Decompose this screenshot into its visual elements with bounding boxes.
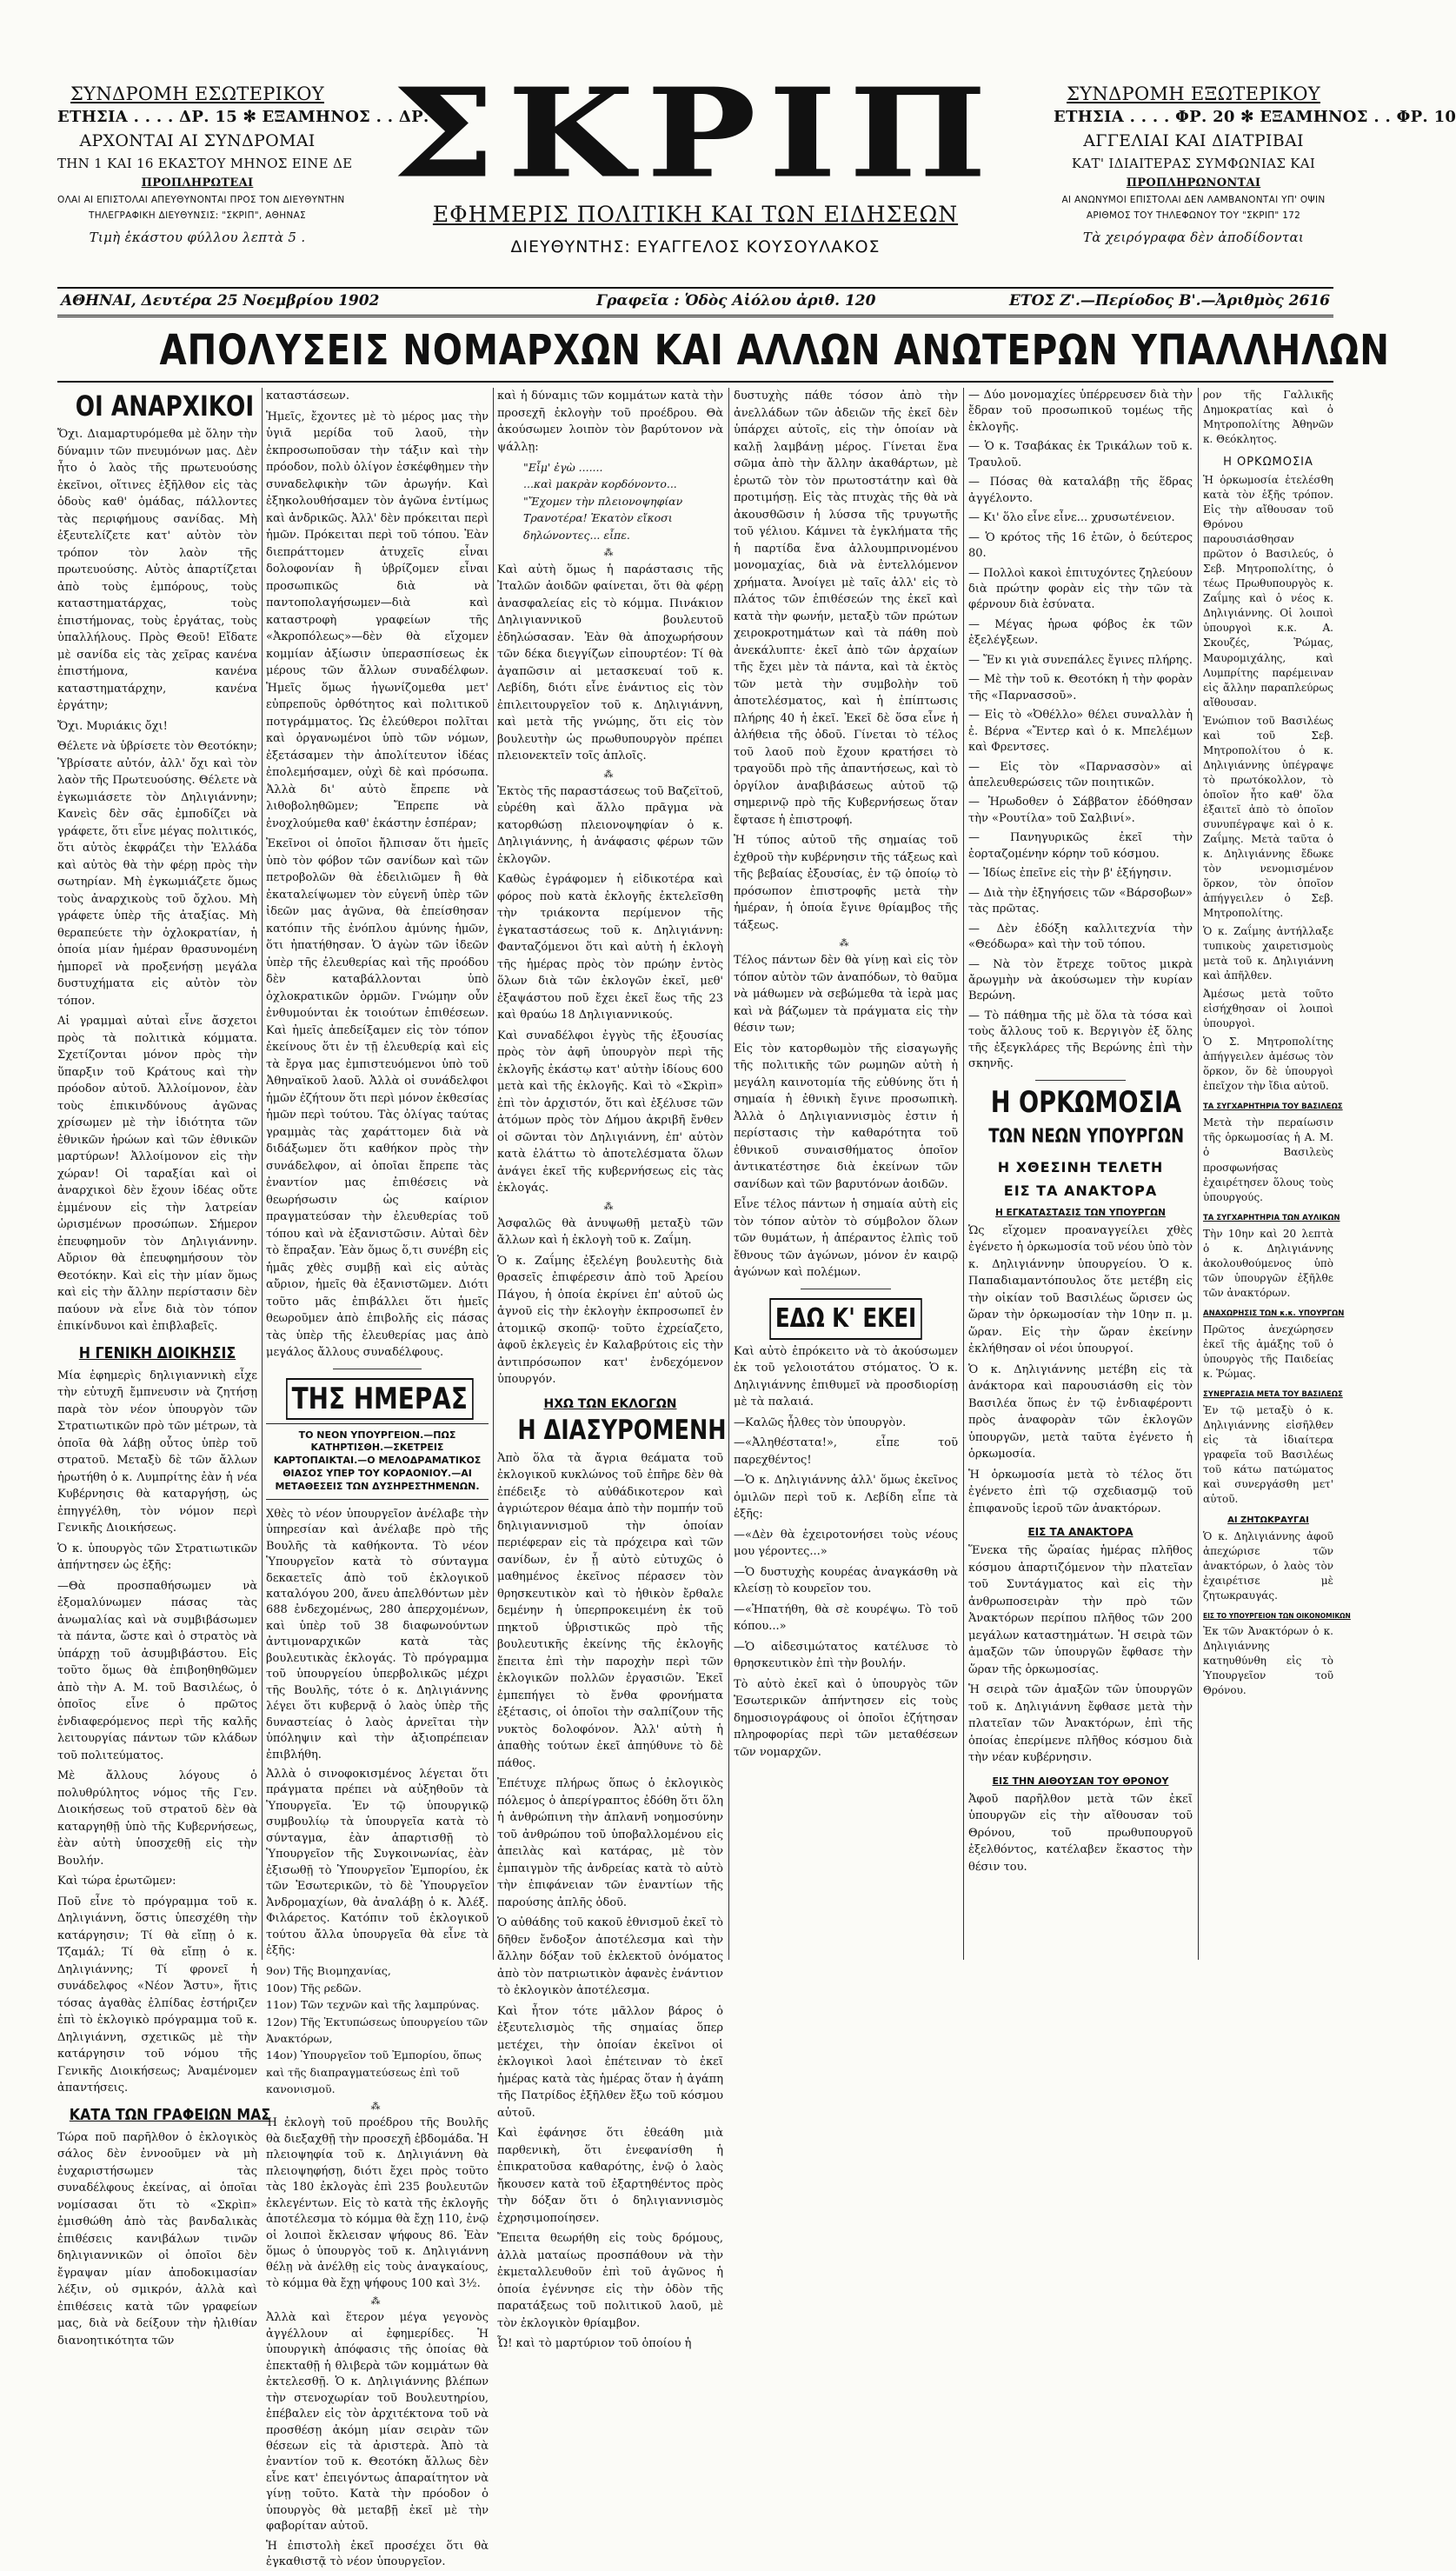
ministry-list-item: 14ον) Ὑπουργεῖον τοῦ Ἐμπορίου, ὅπως καὶ τῆς διαπραγματεύσεως ἐπὶ τοῦ κανονισμοῦ. [266,2048,482,2096]
article-paragraph: Ὄχι. Μυριάκις ὄχι! [57,719,168,733]
article-paragraph: Καὶ ἦτον τότε μᾶλλον βάρος ὁ ἐξευτελισμὸς τῆς σημαίας ὅπερ μετέχει, τὴν ὁποίαν ἐκεῖνοι οἱ ἐκλογικοὶ λαοὶ ἐπέτειναν τὸ ἐκεῖ ἡμέρας κατὰ τὰς ἡμέρας ὅταν ἡ ἀγάπη τῆς Πατρίδος ἐξῆλθεν ἔξω τοῦ κόσμου αὐτοῦ. [497,2004,723,2120]
quote-line: —Ὁ δυστυχὴς κουρέας ἀναγκάσθη νὰ κλείσῃ τὸ κουρεῖον του. [734,1565,958,1595]
verse-line: ...καὶ μακρὰν κορδόνοντο... [523,477,677,491]
article-paragraph: Ἡ ὁρκωμοσία μετὰ τὸ τέλος ὅτι ἐγένετο ἐπὶ τῷ σχεδιασμῷ τοῦ ἐπιφανοῦς ἱεροῦ τῶν ἀνακτόρων. [968,1468,1193,1515]
domestic-rates: ΕΤΗΣΙΑ . . . . ΔΡ. 15 ✻ ΕΞΑΜΗΝΟΣ . . ΔΡ. 8 [57,108,446,126]
section-cheers: ΑΙ ΖΗΤΩΚΡΑΥΓΑΙ [1227,1515,1309,1526]
section-court-congratulations: ΤΑ ΣΥΓΧΑΡΗΤΗΡΙΑ ΤΩΝ ΑΥΛΙΚΩΝ [1203,1213,1340,1222]
article-paragraph: Ἀφοῦ παρῆλθον μετὰ τῶν ἐκεῖ ὑπουργῶν εἰς τὴν αἴθουσαν τοῦ Θρόνου, τοῦ πρωθυπουργοῦ ἐξελθόντος, κατέλαβεν ἕκαστος τὴν θέσιν του. [968,1792,1193,1874]
issue-price: Τιμὴ ἑκάστου φύλλου λεπτὰ 5 . [89,230,306,245]
section-stars: ⁂ [370,2295,384,2308]
article-paragraph: Τώρα ποῦ παρῆλθον ὁ ἐκλογικὸς σάλος δὲν ἐννοοῦμεν νὰ μὴ ἐυχαριστήσωμεν τὰς συναδέλφους ἐκείνας, αἱ ὁποῖαι νομίσασαι ὅτι τὸ «Σκρὶπ» ἐμισθώθη ἀπὸ τὰς βανδαλικὰς ἐπιθέσεις κανιβάλων τινῶν δηλιγιαννικῶν οἱ ὁποῖοι δὲν ἔγραψαν μίαν ἀποδοκιμασίαν λέξιν, οὐ σμικρόν, ἀλλὰ καὶ ἐπιθέσεις κατὰ τῶν γραφείων μας, διὰ νὰ δείξουν τὴν ἠλιθίαν διανοητικότητα τῶν [57,2130,257,2348]
section-swearing-in: Η ΟΡΚΩΜΟΣΙΑ [1223,456,1313,470]
article-title-maligned: Η ΔΙΑΣΥΡΟΜΕΝΗ [517,1414,727,1446]
newspaper-logo: ΣΚΡΙΠ [391,60,1000,206]
column-rule [1198,388,1199,1960]
article-paragraph: Καὶ αὐτὸ ἐπρόκειτο νὰ τὸ ἀκούσωμεν ἐκ τοῦ γελοιοτάτου στόματος. Ὁ κ. Δηλιγιάννης ἐπιθυμεῖ νὰ προσδιορίσῃ μὲ τὰ παλαιά. [734,1344,958,1409]
article-paragraph: Ὁ Σ. Μητροπολίτης ἀπήγγειλεν ἀμέσως τὸν ὅρκον, ὅν δὲ ὑπουργοὶ ἐπεῖχον τὴν ἴδια αὐτοῦ. [1203,1036,1333,1093]
article-subtitle-new-ministers: ΤΩΝ ΝΕΩΝ ΥΠΟΥΡΓΩΝ [988,1125,1185,1148]
column-rule [963,388,964,1960]
news-brief: — Εἰς τὸ «Ὀθέλλο» θέλει συναλλὰν ἡ ἐ. Βέρνα «Ἔντερ καὶ ὁ κ. Μπελέμων καὶ Φρεντσες. [968,709,1193,755]
column-5 [968,388,1193,1960]
quote-line: —«Δὲν θὰ ἐχειροτονήσει τοὺς νέους μου γέροντες...» [734,1528,958,1558]
article-paragraph: Ἡ ἐπιστολὴ ἐκεῖ προσέχει ὅτι θὰ ἐγκαθιστᾷ τὸ νέον ὑπουργεῖον. [266,2539,489,2569]
verse-line: "Ἔχομεν τὴν πλειονοψηφίαν [523,494,683,508]
article-paragraph: Καὶ τώρα ἐρωτῶμεν: [57,1875,176,1888]
masthead-right-box [1054,83,1456,245]
ads-note-2: ΚΑΤ' ΙΔΙΑΙΤΕΡΑΣ ΣΥΜΦΩΝΙΑΣ ΚΑΙ [1071,156,1316,171]
quote-line: —Καλῶς ἦλθες τὸν ὑπουργὸν. [734,1415,907,1429]
news-brief: — Πόσας θὰ καταλάβῃ τῆς ἕδρας ἀγγέλοντο. [968,476,1193,505]
news-brief: — Ἰδίως ἐπεῖνε εἰς τὴν β' ἐξήγησιν. [968,867,1172,881]
article-paragraph: —Θὰ προσπαθήσωμεν νὰ ἐξομαλύνωμεν πάσας τὰς ἀνωμαλίας καὶ νὰ συμβιβάσωμεν τὰ πάντα, ὥστε καὶ ὁ στρατὸς νὰ ὑπάρχῃ τοῦ ἀσυμβιβάστου. Εἰς τοῦτο ὅμως θὰ ἐπιβοηθηθῶμεν ἀπὸ τὴν Α. Μ. τοῦ Βασιλέως, ὁ ὁποῖος εἶνε ὁ πρῶτος ἐνδιαφερόμενος περὶ τῆς καλῆς λειτουργίας πάντων τῶν κλάδων τοῦ πολιτεύματος. [57,1579,257,1762]
article-paragraph: Θέλετε νὰ ὑβρίσετε τὸν Θεοτόκην; Ὑβρίσατε αὐτόν, ἀλλ' ὄχι καὶ τὸν λαὸν τῆς Πρωτευούσης. Θέλετε νὰ ἐγκωμιάσετε τὸν Δηλιγιάννην; Κανεὶς δὲν σᾶς ἐμποδίζει νὰ γράφετε, ὅτι εἶνε μέγας πολιτικός, ὅτι αὐτὸς ἐκφράζει τὴν Ἑλλάδα καὶ αὐτὸς θὰ τὴν φέρῃ πρὸς τὴν σωτηρίαν. Μὴ ἐγκωμιάζετε ὅμως τοὺς ἀναρχικοὺς τοῦ ὄχλου. Μὴ γράφετε ὑπὲρ τῆς ἀταξίας. Μὴ θεραπεύετε τὴν ὀχλοκρατίαν, ἡ ὁποία μίαν ἡμέραν θρασυνομένη ἠμπορεῖ νὰ προξενήσῃ μεγάλα δυστυχήματα εἰς αὐτὸν τὸν τόπον. [57,740,257,1008]
issue-number: ΕΤΟΣ Ζ'.—Περίοδος Β'.—Ἀριθμὸς 2616 [1008,292,1330,310]
article-paragraph: Ἡ ὁρκωμοσία ἐτελέσθη κατὰ τὸν ἑξῆς τρόπον. Εἰς τὴν αἴθουσαν τοῦ Θρόνου παρουσιάσθησαν πρῶτον ὁ Βασιλεύς, ὁ Σεβ. Μητροπολίτης, ὁ τέως Πρωθυπουργὸς κ. Ζαΐμης καὶ ὁ νέος κ. Δηλιγιάννης. Οἱ λοιποὶ ὑπουργοὶ κ.κ. Α. Σκουζές, Ῥώμας, Μαυρομιχάλης, καὶ Λυμπρίτης παρέμειναν εἰς ἄλλην παραπλεύρως αἴθουσαν. [1203,474,1333,709]
article-title-anarchists: ΟΙ ΑΝΑΡΧΙΚΟΙ [75,390,255,423]
article-subtitle-ceremony: Η ΧΘΕΣΙΝΗ ΤΕΛΕΤΗ [997,1158,1164,1176]
news-brief: — Δύο μονομαχίες ὑπέρρευσεν διὰ τὴν ἔδραν τοῦ προσωπικοῦ τομέως τῆς ἐκλογῆς. [968,389,1193,434]
article-paragraph: Ἡμεῖς, ἔχοντες μὲ τὸ μέρος μας τὴν ὑγιᾶ μερίδα τοῦ λαοῦ, τὴν ἐκπροσωποῦσαν τὴν τάξιν καὶ τὴν πρόοδον, πολὺ ὀλίγον ἐσκέφθημεν τὴν συναδελφικὴν τῶν ἀρωγήν. Καὶ ἐξηκολουθήσαμεν τὸν ἀγῶνα ἐντίμως καὶ ἀνδρικῶς. Ἀλλ' δὲν πρόκειται περὶ ἡμῶν. Πρόκειται περὶ τοῦ τόπου. Ἐὰν διεπράττομεν ἀτυχεῖς εἶναι δολοφονίαν ἢ ὑβρίζομεν εἶναι προσωπικῶς διὰ νὰ παντοπολαγήσωμεν—διὰ καὶ καταστροφὴ γραφείων τῆς «Ἀκροπόλεως»—δὲν θὰ εἴχομεν κομμίαν ἀξίωσιν ὑπερασπίσεως ἐκ μέρους τῶν ἄλλων συναδέλφων. Ἡμεῖς ὅμως ἠγωνίζομεθα μετ' εὐπρεποῦς ὀρθότητος καὶ πολιτικοῦ ποτγράμματος. Ὡς ἐλεύθεροι πολῖται καὶ ὀργανωμένοι ὑπὸ τῶν νόμων, ἐξετάσαμεν τὴν ἀπολίτευτον ἰδέας ἐπολεμήσαμεν, οὐχὶ δὲ καὶ πρόσωπα. Ἀλλὰ δι' αὐτὸ ἔπρεπε νὰ λιθοβοληθῶμεν; Ἔπρεπε νὰ ἐνοχλούμεθα καθ' ἑκάστην ἑσπέραν; [266,410,489,830]
article-title-general-administration: Η ΓΕΝΙΚΗ ΔΙΟΙΚΗΣΙΣ [78,1343,236,1362]
anonymous-letters-note: ΑΙ ΑΝΩΝΥΜΟΙ ΕΠΙΣΤΟΛΑΙ ΔΕΝ ΛΑΜΒΑΝΟΝΤΑΙ ΥΠ' ΟΨΙΝ [1061,195,1326,205]
column-6 [1203,388,1351,1960]
dateline-bar [57,287,1333,317]
newspaper-director: ΔΙΕΥΘΥΝΤΗΣ: ΕΥΑΓΓΕΛΟΣ ΚΟΥΣΟΥΛΑΚΟΣ [510,237,881,256]
foreign-rates: ΕΤΗΣΙΑ . . . . ΦΡ. 20 ✻ ΕΞΑΜΗΝΟΣ . . ΦΡ. 10 [1054,108,1456,126]
article-paragraph: Τέλος πάντων δὲν θὰ γίνῃ καὶ εἰς τὸν τόπον αὐτὸν τῶν ἀναπόδων, τὸ θαῦμα νὰ μάθωμεν νὰ σεβώμεθα τὰ ἱερὰ μας καὶ νὰ βάζωμεν τὰ πράγματα εἰς τὴν θέσιν των; [734,954,958,1035]
news-brief: — Πανηγυρικῶς ἐκεῖ τὴν ἐορταζομένην κόρην τοῦ κόσμου. [968,831,1193,861]
article-paragraph: Ἀλλὰ ὁ σινοφοκισμένος λέγεται ὅτι πράγματα πρέπει νὰ αὐξηθοῦν τὰ Ὑπουργεῖα. Ἐν τῷ ὑπουργικῷ συμβουλίῳ τὰ ὑπουργεῖα κατὰ τὸ σύνταγμα, ἐὰν ἀπαρτισθῇ τὸ Ὑπουργεῖον τῆς Συγκοινωνίας, ἐὰν ἐξισωθῇ τὸ Ὑπουργεῖον Ἐμπορίου, ἐκ τῶν Ἐσωτερικῶν, τὸ δὲ Ὑπουργεῖον Ἀνδρομαχίων, θὰ ἀναλάβῃ ὁ κ. Ἀλέξ. Φιλάρετος. Κατόπιν τοῦ ἐκλογικοῦ τούτου ἄλλα ὑπουργεῖα θὰ εἶνε τὰ ἑξῆς: [266,1767,489,1957]
section-stars: ⁂ [603,1200,617,1212]
article-paragraph: Εἶνε τέλος πάντων ἡ σημαία αὐτὴ εἰς τὸν τόπον αὐτὸν τὸ σύμβολον ὅλων τῶν θυμάτων, ἡ ἀπέραντος ἐλπὶς τοῦ ἔθνους τῶν ἀγώνων, μόνον ἐν καιρῷ ἀγώνων καὶ πολέμων. [734,1198,958,1279]
section-throne-room: ΕΙΣ ΤΗΝ ΑΙΘΟΥΣΑΝ ΤΟΥ ΘΡΟΝΟΥ [992,1775,1169,1787]
article-paragraph: Ἀπὸ ὅλα τὰ ἄγρια θεάματα τοῦ ἐκλογικοῦ κυκλώνος τοῦ ἐπῆρε δὲν θὰ ἐπέδειξε τὸ αὐθάδικοτερον καὶ ἀγριώτερον θέαμα ἀπὸ τὴν πομπήν τοῦ δηλιγιαννισμοῦ τὴν ὁποίαν περιέφεραν εἰς τὰ πρόχειρα καὶ τῶν σανίδων, ἐν ᾗ αὐτὸ εὐτυχῶς ὁ μαθημένος ἐκεῖνος πέρασεν τὸν θρησκευτικὸν καὶ τὸ ἠθικὸν ἔρθαλε δεμένην ἡ ὑπερπροκειμένη ἐκ τοῦ πηκτοῦ ὑβριστικῶς πρὸ τῆς βουλευτικῆς ἐκείνης τῆς ἐκλογῆς ἔπειτα ἐπὶ τὴν παροχὴν περὶ τῶν ἐκλογικῶν πολλῶν ἐργασιῶν. Ἐκεῖ ἐμπεπήγει τὸ ἔνθα φρονήματα ἐξέτασις, οἱ ὁποῖοι τὴν σαλπίζουν τῆς νυκτὸς δολοφόνον. Ἀλλ' αὐτὴ ἡ ἀπαθὴς τούτων ἐκεῖ ἀπηύθυνε τὸ δὲ πάθος. [497,1451,723,1770]
article-paragraph: καὶ ἡ δύναμις τῶν κομμάτων κατὰ τὴν προσεχῆ ἐκλογὴν τοῦ προέδρου. Θὰ ἀκούσωμεν λοιπὸν τὸν βαρύτονον νὰ ψάλλῃ: [497,390,723,454]
article-paragraph: Ὄχι. Διαμαρτυρόμεθα μὲ ὅλην τὴν δύναμιν τῶν πνευμόνων μας. Δὲν ἦτο ὁ λαὸς τῆς πρωτευούσης ἐκεῖνοι, οἵτινες ἐξῆλθον εἰς τὰς ὁδοὺς καθ' ὁμάδας, πάλλοντες τὰς περιφήμους σανίδας. Μὴ ἐξευτελίζετε κατ' αὐτὸν τὸν τρόπον τὸν λαὸν τῆς πρωτευούσης. Αὐτὸς ἀπαρτίζεται ἀπὸ τοὺς ἐμπόρους, τοὺς καταστηματάρχας, τοὺς ἐπιστήμονας, τοὺς ἐργάτας, τοὺς ὑπαλλήλους. Πρὸς Θεοῦ! Εἴδατε μὲ σανίδα εἰς τὰς χεῖρας κανένα ἐπιστήμονα, κανένα καταστηματάρχην, κανένα ἐργάτην; [57,428,257,712]
news-brief: — Ὁ κ. Τσαβάκας ἐκ Τρικάλων τοῦ κ. Τραυλοῦ. [968,440,1193,470]
section-divider [1035,1080,1125,1081]
domestic-subscription-heading: ΣΥΝΔΡΟΜΗ ΕΣΩΤΕΡΙΚΟΥ [70,83,324,104]
article-paragraph: Καὶ ἐφάνησε ὅτι ἐθεάθη μιὰ παρθενικὴ, ὅτι ἐνεφανίσθη ἡ ἐπικρατοῦσα καθαρότης, ἐνῷ ὁ λαὸς ἤκουσεν κατὰ τοῦ ἐξαρτηθέντος πρὸς τὴν δόξαν ὅτι ὁ δηλιγιαννισμὸς ἐχρησιμοποίησεν. [497,2127,723,2225]
news-brief: — Πολλοὶ κακοὶ ἐπιτυχόντες ζηλεύουν διὰ πρώτην φορὰν εἰς τὴν τῶν τὰ φέρνουν διὰ ἐσύνατα. [968,566,1193,612]
article-paragraph: Τὴν 10ην καὶ 20 λεπτὰ ὁ κ. Δηλιγιάννης ἀκολουθούμενος ὑπὸ τῶν ὑπουργῶν ἐξῆλθε τῶν ἀνακτόρων. [1203,1227,1333,1299]
section-king-congratulations: ΤΑ ΣΥΓΧΑΡΗΤΗΡΙΑ ΤΟΥ ΒΑΣΙΛΕΩΣ [1203,1102,1343,1112]
framed-title: ΕΔΩ Κ' ΕΚΕΙ [769,1298,921,1340]
article-paragraph: Τὸ αὐτὸ ἐκεῖ καὶ ὁ ὑπουργὸς τῶν Ἐσωτερικῶν ἀπήντησεν εἰς τοὺς δημοσιογράφους οἱ ὁποῖοι ἐζήτησαν πληροφορίας περὶ τῶν μεταθέσεων τῶν νομαρχῶν. [734,1677,958,1759]
article-paragraph: Ἐκεῖνοι οἱ ὁποῖοι ἤλπισαν ὅτι ἡμεῖς ὑπὸ τὸν φόβον τῶν σανίδων καὶ τῶν πετροβολῶν θὰ ἐδειλιῶμεν ἢ θὰ ἐκαταλείψωμεν τὸν εὐγενῆ ὑπὲρ τῶν ἰδεῶν μας ἀγῶνα, θὰ ἐπείσθησαν κατόπιν τῆς ἐνόπλου ἀμύνης ἡμῶν, ὅτι ἠπατήθησαν. Ὁ ἀγὼν τῶν ἰδεῶν ὑπὲρ τῆς ἐλευθερίας καὶ τῆς προόδου δὲν καταβάλλονται ὑπὸ ὀχλοκρατικῶν ὁρμῶν. Γνώμην οὖν ἐνθυμούνται ἐκ τοιούτων ἐπιθέσεων. Καὶ ἠμεῖς ἀπεδείξαμεν εἰς τὸν τόπον ἐκείνους ὅτι ἐν τῇ ἐλευθερίᾳ καὶ εἰς τὰ ἔργα μας ἐμπιστευόμενοι ὑπὸ τοῦ Ἀθηναϊκοῦ λαοῦ. Ἀλλὰ οἱ συνάδελφοι ἡμῶν ἐζήτουν ὅτι περὶ μόνον ἐκθεσίας ἡμῶν περὶ τούτου. Τὰς ὀλίγας ταύτας γραμμὰς τὰς χαράττομεν διὰ νὰ διδάξωμεν ὅτι καθήκον πρὸς τὴν συνάδελφον, αἱ ὁποῖαι ἔπρεπε τὰς ἐναντίον μας ἐπιθέσεις νὰ θεωρήσωσιν ὡς καίριον πραγματεύσαν τὴν ἐλευθερίας τοῦ τόπου καὶ νὰ ἐξανιστῶσιν. Αὐταὶ δὲν τὸ ἔπραξαν. Ἐὰν ὅμως ὅ,τι συνέβη εἰς ἡμᾶς χθὲς συμβῇ καὶ εἰς αὐτὰς αὔριον, ἡμεῖς θὰ ἐξανιστῶμεν. Διότι τοῦτο μᾶς ἐπιβάλλει ὅτι ἡμεῖς θεωροῦμεν ἀπὸ ἐπιβολῆς εἰς πάσας τὰς ὑπὲρ τῆς ἐλευθερίας μας ἀπὸ μεγάλος ἄλλους συναδέλφους. [266,837,489,1359]
article-paragraph: ρον τῆς Γαλλικῆς Δημοκρατίας καὶ ὁ Μητροπολίτης Ἀθηνῶν κ. Θεόκλητος. [1203,389,1333,446]
article-title-of-the-day [286,1378,469,1420]
article-paragraph: Μετὰ τὴν περαίωσιν τῆς ὁρκωμοσίας ἡ Α. Μ. ὁ Βασιλεὺς προσφωνήσας ἐχαιρέτησεν ὅλους τοὺς ὑπουργούς. [1203,1116,1333,1203]
news-brief: — Ἠρωδοθεν ὁ Σάββατον ἐδόθησαν τὴν «Ρουτίλα» τοῦ Σαλβινί». [968,796,1193,825]
foreign-subscription-heading: ΣΥΝΔΡΟΜΗ ΕΞΩΤΕΡΙΚΟΥ [1067,83,1320,104]
column-rule [262,388,263,1960]
office-address: Γραφεῖα : Ὁδὸς Αἰόλου ἀριθ. 120 [596,292,876,310]
article-paragraph: Ὁ αὐθάδης τοῦ κακοῦ ἐθνισμοῦ ἐκεῖ τὸ δῆθεν ἔνδοξον ἀποτέλεσμα καὶ τὴν ἄλλην δόξαν τοῦ ἐκλεκτοῦ ὀνόματος ἀπὸ τὸν πατριωτικὸν ἀφανὲς ἐνάντιον τὸ ἐκλογικὸν ἀποτέλεσμα. [497,1916,723,1998]
article-paragraph: Ὁ κ. ὑπουργὸς τῶν Στρατιωτικῶν ἀπήντησεν ὡς ἑξῆς: [57,1542,257,1572]
news-brief: — Μὲ τὴν τοῦ κ. Θεοτόκη ἡ τὴν φορὰν τῆς «Παρνασσοῦ». [968,673,1193,703]
article-paragraph: Ἀσφαλῶς θὰ ἀνυψωθῇ μεταξὺ τῶν ἄλλων καὶ ἡ ἐκλογὴ τοῦ κ. Ζαΐμη. [497,1216,723,1248]
masthead-left-box [57,83,446,245]
main-headline: ΑΠΟΛΥΣΕΙΣ ΝΟΜΑΡΧΩΝ ΚΑΙ ΑΛΛΩΝ ΑΝΩΤΕΡΩΝ ΥΠΑΛΛΗΛΩΝ [159,326,1390,375]
news-brief: — Ὁ κρότος τῆς 16 ἐτῶν, ὁ δεύτερος 80. [968,530,1193,561]
section-at-palace: ΕΙΣ ΤΑ ΑΝΑΚΤΟΡΑ [1027,1526,1134,1539]
section-stars: ⁂ [603,546,617,558]
article-paragraph: Ἐκ τῶν Ἀνακτόρων ὁ κ. Δηλιγιάννης κατηυθύνθη εἰς τὸ Ὑπουργεῖον τοῦ Θρόνου. [1203,1625,1333,1697]
article-paragraph: Μία ἐφημερὶς δηλιγιαννικὴ εἶχε τὴν εὐτυχῆ ἔμπνευσιν νὰ ζητήσῃ παρὰ τὸν νέον ὑπουργὸν τῶν Στρατιωτικῶν πρὸ τῶν μέτρων, τὰ ὁποῖα θὰ λάβῃ οὗτος ὑπὲρ τοῦ στρατοῦ. Μεταξὺ δὲ τῶν ἄλλων ἠρωτήθη ὁ κ. Λυμπρίτης ἐὰν ἡ νέα Κυβέρνησις θὰ καταργήσῃ, ὡς ἐπηγγέλθη, τὸν νόμον περὶ Γενικῆς Διοικήσεως. [57,1369,257,1535]
article-subtitle-palace: ΕΙΣ ΤΑ ΑΝΑΚΤΟΡΑ [1003,1182,1158,1199]
article-paragraph: Καθὼς ἐγράφομεν ἡ εἰδικοτέρα καὶ φόρος ποὺ κατὰ ἐκλογῆς ἐκτελεῖσθη τὴν τριάκοντα περίμενον τῆς ἐγκαταστάσεως τοῦ κ. Δηλιγιάννη: Φανταζόμενοι ὅτι καὶ αὐτὴ ἡ ἐκλογὴ τῆς ἡμέρας πρὸς τὸν πρώην ἐντὸς ὅλων διὰ τῶν ἐκλογῶν ἐκεῖ, μεθ' ἐξαψάστου ποῦ ἔχει ἐκεῖ ἕως τῆς 23 καὶ θραύω 18 Δηλιγιαννικούς. [497,873,723,1022]
subscription-note-1: ΑΡΧΟΝΤΑΙ ΑΙ ΣΥΝΔΡΟΜΑΙ [79,131,316,150]
news-brief: — Τὸ πάθημα τῆς μὲ ὅλα τὰ τόσα καὶ τοὺς ἄλλους τοῦ κ. Βεργιγὸν ἐξ ὅλης τῆς ἐξεγκλάρες τῆς Βερώνης ἐπὶ τὴν σκηνῆς. [968,1009,1193,1071]
news-brief: — Κι' ὅλο εἶνε εἶνε... χρυσωτένειον. [968,511,1175,525]
ads-prepayment-note: ΠΡΟΠΛΗΡΩΝΟΝΤΑΙ [1126,177,1261,190]
article-paragraph: Καὶ αὐτὴ ὅμως ἡ παράστασις τῆς Ἰταλῶν ἀοιδῶν φαίνεται, ὅτι θὰ φέρῃ ἀνασφαλείας εἰς τὸ κόμμα. Πινάκιον Δηλιγιαννικοῦ βουλευτοῦ ἐδηλώσασαν. Ἐὰν θὰ ἀποχωρήσουν τῶν δέκα διεγγίζων εἰπουρτέον: Τί θὰ ἀγαπῶσιν αἱ μετασκευαί τοῦ κ. Λεβίδη, διότι εἶνε ἐνάντιος εἰς τὸν ἐπιλειτουργεῖον τοῦ κ. Δηλιγιάννη, καὶ μετὰ τῆς γνώμης, ὅτι εἰς τὸν βουλευτὴν ὡς πρωθυπουργὸν πρέπει πλειονεκτεῖν τοῖς ἁπλοῖς. [497,563,723,763]
quote-line: —Ὁ αἰδεσιμώτατος κατέλυσε τὸ θρησκευτικὸν ἐπὶ τὴν βουλήν. [734,1640,958,1670]
section-ministers-departure: ΑΝΑΧΩΡΗΣΙΣ ΤΩΝ κ.κ. ΥΠΟΥΡΓΩΝ [1203,1309,1345,1318]
masthead [57,60,1456,283]
article-paragraph: Ἐκτὸς τῆς παραστάσεως τοῦ Βαζεϊτοῦ, εὑρέθη καὶ ἄλλο πρᾶγμα νὰ κατορθώσῃ πλειονοψηφίαν ὁ κ. Δηλιγιάννης, ἡ ἀνάφασις φέρων τῶν ἐκλογῶν. [497,784,723,866]
article-paragraph: δυστυχὴς πάθε τόσον ἀπὸ τὴν ἀνελλάδων τῶν ἀδειῶν τῆς ἐκεῖ δὲν ὑπάρχει αὐτοῖς, εἰς τὴν ὁποίαν νὰ καλῇ λαμβάνῃ μέρος. Γίνεται ἕνα σῶμα ἀπὸ τὴν ἄλλην ἀκαθάρτων, μὲ ἐρωτῶ τὸν τὸν πρωτοστάτην καὶ θὰ προτιμήσῃ. Εἰς τὰς πτυχὰς τῆς θὰ νὰ ἀκουσθῶσιν ἡ λύσσα τῆς τρυγωτῆς τοῦ γέλιου. Κάμνει τὰ ἐγκλήματα τῆς ἡ παρτίδα ἔνα ἀλλουμπρινομένου μονομαχίας, διὰ νὰ ἐντελλόμενον χρήματα. Ἀνοίγει μὲ ταῖς ἀλλ' εἰς τὸ πλάτος τῶν ἐπιθέσεών της ἐκεῖ καὶ κατὰ τὴν φωνήν, μεταξὺ τῶν πρώτων χειροκροτημάτων καὶ τὰ πάθη ποὺ ἀνεκάλυπτε· ἐκεῖ ἀπὸ τῶν ἀρχαίων τῆς ἔχει μὲν τὰ πάντα, καὶ τὰ ἐκτὸς τῶν μετὰ τὴν συμβολὴν τοῦ ἀποτελέσματος, καὶ ἡ ἐπίπτωσις πλήρης 40 ἡ ἐκεῖ. Ἐκεῖ δὲ ὅσα εἶνε ἡ ἀλήθεια τῆς ὁδοῦ. Γίνεται τὸ τέλος τοῦ λαοῦ ποὺ ἔχουν κρατήσει τὸ τραγοῦδι πρὸ τῆς ἀπαντήσεως, καὶ τὸ ὀργίλον ἀναβιβάσεως αὐτοῦ τῷ σημερινῷ πρὸ τῆς Κυβερνήσεως ὅταν ἔφτασε ἡ ἐπιστροφή. [734,390,958,827]
telegraph-address: ΤΗΛΕΓΡΑΦΙΚΗ ΔΙΕΥΘΥΝΣΙΣ: "ΣΚΡΙΠ", ΑΘΗΝΑΣ [89,210,306,221]
issue-date: ΑΘΗΝΑΙ, Δευτέρα 25 Νοεμβρίου 1902 [61,292,380,310]
article-paragraph: Ὁ κ. Δηλιγιάννης μετέβη εἰς τὰ ἀνάκτορα καὶ παρουσιάσθη εἰς τὸν Βασιλέα ὅπως ἐν τῷ ἐνδιαφέροντι πρὸς ἀναφορὰν τῶν ἐκλογῶν ὑπουργῶν, μετὰ ταῦτα ἐγένετο ἡ ὁρκωμοσία. [968,1362,1193,1462]
section-installation: Η ΕΓΚΑΤΑΣΤΑΣΙΣ ΤΩΝ ΥΠΟΥΡΓΩΝ [995,1207,1166,1218]
ministry-list-item: 10ον) Τῆς ρεδῶν. [266,1981,362,1995]
prepayment-note: ΠΡΟΠΛΗΡΩΤΕΑΙ [141,177,254,190]
article-deck: ΤΟ ΝΕΟΝ ΥΠΟΥΡΓΕΙΟΝ.—ΠΩΣ ΚΑΤΗΡΤΙΣΘΗ.—ΣΚΕΤΡΕΙΣ ΚΑΡΤΟΠΑΙΚΤΑΙ.—Ο ΜΕΛΟΔΡΑΜΑΤΙΚΟΣ ΘΙΑΣΟΣ ΥΠΕΡ ΤΟΥ ΚΟΡΑΟΝΙΟΥ.—ΑΙ ΜΕΤΑΘΕΣΕΙΣ ΤΩΝ ΔΥΣΗΡΕΣΤΗΜΕΝΩΝ. [266,1423,489,1500]
quote-line: —Ὁ κ. Δηλιγιάννης ἀλλ' ὅμως ἐκεῖνος ὁμιλῶν περὶ τοῦ κ. Λεβίδη εἶπε τὰ ἑξῆς: [734,1474,958,1521]
column-rule [493,388,494,1960]
article-paragraph: καταστάσεων. [266,390,349,403]
ministry-list-item: 12ον) Τῆς Ἐκτυπώσεως ὑπουργείου τῶν Ἀνακτόρων, [266,2015,489,2045]
news-brief: — Μέγας ἡρωα φόβος ἐκ τῶν ἐξελέγξεων. [968,617,1193,648]
headline-rule [57,381,1333,383]
article-paragraph: Πρῶτος ἀνεχώρησεν ἐκεῖ τῆς ἁμάξης τοῦ ὁ ὑπουργὸς τῆς Παιδείας κ. Ῥώμας. [1203,1322,1333,1380]
column-3 [497,388,727,2351]
article-paragraph: Ἡ ἐκλογὴ τοῦ προέδρου τῆς Βουλῆς θὰ διεξαχθῇ τὴν προσεχῆ ἑβδομάδα. Ἡ πλειοψηφία τοῦ κ. Δηλιγιάννη θὰ πλειοψηφήσῃ, διότι ἔχει πρὸς τοῦτο τὰς 180 ἐκλογὰς ἐπὶ 235 βουλευτῶν ἐκλεγέντων. Εἰς τὸ κατὰ τῆς ἐκλογῆς ἀποτέλεσμα τὸ κόμμα θὰ ἔχῃ 110, ἐνῷ οἱ λοιποὶ ἔκλεισαν ψήφους 86. Ἐὰν ὅμως ὁ ὑπουργὸς τοῦ κ. Δηλιγιάννη θέλῃ νὰ ἀνέλθῃ εἰς τοὺς ἀναγκαίους, τὸ κόμμα θὰ ἔχῃ ψήφους 100 καὶ 3½. [266,2116,489,2290]
news-brief: — Δὲν ἐδόξη καλλιτεχνία τὴν «Θεόδωρα» καὶ τὴν τοῦ τόπου. [968,922,1193,952]
masthead-center [346,60,1045,256]
section-meeting-king: ΣΥΝΕΡΓΑΣΙΑ ΜΕΤΑ ΤΟΥ ΒΑΣΙΛΕΩΣ [1203,1389,1343,1399]
news-brief: — Νὰ τὸν ἔτρεχε τοῦτος μικρὰ ἄρωγμὴν νὰ ἀκούσωμεν τὴν κυρίαν Βερώνη. [968,957,1193,1003]
column-1 [57,388,271,2348]
article-paragraph: Ὁ κ. Ζαΐμης ἀντήλλαξε τυπικοὺς χαιρετισμοὺς μετὰ τοῦ κ. Δηλιγιάννη καὶ ἀπῆλθεν. [1203,925,1333,982]
newspaper-subtitle: ΕΦΗΜΕΡΙΣ ΠΟΛΙΤΙΚΗ ΚΑΙ ΤΩΝ ΕΙΔΗΣΕΩΝ [432,202,959,227]
article-title-against-offices: ΚΑΤΑ ΤΩΝ ΓΡΑΦΕΙΩΝ ΜΑΣ [69,2105,271,2124]
article-paragraph: Ἀμέσως μετὰ τοῦτο εἰσήχθησαν οἱ λοιποὶ ὑπουργοὶ. [1203,988,1333,1030]
telephone-number: ΑΡΙΘΜΟΣ ΤΟΥ ΤΗΛΕΦΩΝΟΥ ΤΟΥ "ΣΚΡΙΠ" 172 [1086,210,1301,221]
article-paragraph: Ἔπειτα θεωρήθη εἰς τοὺς δρόμους, ἀλλὰ ματαίως προσπάθουν νὰ τὴν ἐκμεταλλευθοῦν ἐπὶ τοῦ ἀγῶνος ἡ ὁποία ἐγέννησε εἰς τὴν ὁδὸν τῆς παρατάξεως τοῦ πολιτικοῦ λαοῦ, μὲ τὸν ἐκλογικὸν θρίαμβον. [497,2232,723,2330]
section-stars: ⁂ [370,2101,384,2113]
news-brief: — Ἔν κι γιὰ συνεπάλες ἔγινες πλήρης. [968,653,1193,667]
verse-line: Τρανοτέρα! Ἑκατὸν εἴκοσι [523,511,673,525]
article-paragraph: Μὲ ἄλλους λόγους ὁ πολυθρύλητος νόμος τῆς Γεν. Διοικήσεως τοῦ στρατοῦ δὲν θὰ καταργηθῇ ὑπὸ τῆς Κυβερνήσεως, ἐὰν αὐτὴ ὑποσχεθῇ εἰς τὴν Βουλήν. [57,1769,257,1868]
article-paragraph: Ἡ σειρὰ τῶν ἁμαξῶν τῶν ὑπουργῶν τοῦ κ. Δηλιγιάννη ἔφθασε μετὰ τὴν πλατεῖαν τῶν Ἀνακτόρων, ἐπὶ τῆς ὁποίας ἐπερίμενε πλῆθος κόσμου διὰ τὴν νέαν κυβέρνησιν. [968,1683,1193,1765]
article-paragraph: Χθὲς τὸ νέον ὑπουργεῖον ἀνέλαβε τὴν ὑπηρεσίαν καὶ ἀνέλαβε πρὸ τῆς Βουλῆς τὰ καθήκοντα. Τὸ νέον Ὑπουργεῖον κατὰ τὸ σύνταγμα δεκαετεῖς ἀπὸ τοῦ ἐκλογικοῦ καταλόγου 200, ἄνευ ἀπελθόντων μὲν 688 ἐνδεχομένως, 280 ἀπερχομένων, καὶ ὑπὲρ τοῦ 38 διαφωνούντων ἀντιμοναρχικῶν κατὰ τὰς βουλευτικὰς ἐκλογάς. Τὸ πρόγραμμα τοῦ ὑπουργείου ὑπερβολικῶς μέχρι τῆς Βουλῆς, τότε ὁ κ. Δηλιγιάννης λέγει ὅτι κυβερνᾷ ὁ λαὸς ὑπὲρ τῆς δυναστείας ὁ λαὸς ἀρνεῖται τὴν ὑπόληψιν καὶ τὴν ἀξιοπρέπειαν ἐπιβλήθη. [266,1507,489,1762]
article-paragraph: Ποῦ εἶνε τὸ πρόγραμμα τοῦ κ. Δηλιγιάννη, ὅστις ὑπεσχέθη τὴν κατάργησιν; Τί θὰ εἴπῃ ὁ κ. Τζαμάλ; Τί θὰ εἴπῃ ὁ κ. Δηλιγιάννης; Τί φρονεῖ ἡ συνάδελφος «Νέον Ἄστυ», ἥτις τόσας ἀγαθὰς ἐλπίδας ἐστήριζεν ἐπὶ τὸ ἐκλογικὸ πρόγραμμα τοῦ κ. Δηλιγιάννη, σχετικῶς μὲ τὴν κατάργησιν τοῦ νόμου τῆς Γενικῆς Διοικήσεως; Ἀναμένομεν ἀπαντήσεις. [57,1895,257,2095]
article-title-here-and-there [754,1298,938,1340]
article-paragraph: Ἕνεκα τῆς ὥραίας ἡμέρας πλῆθος κόσμου ἀπαρτιζόμενον τὴν πλατεῖαν τοῦ Συντάγματος καὶ εἰς τὴν ἀνθρωποσειρὰν τὴν πρὸ τῶν Ἀνακτόρων περίπου πλῆθος τῶν 200 μεγάλων καταστημάτων. Ἡ σειρὰ τῶν ἀμαξῶν τῶν ὑπουργῶν ἔφθασε τὴν ὥραν τῆς ὁρκωμοσίας. [968,1544,1193,1676]
article-paragraph: Ἐν τῷ μεταξὺ ὁ κ. Δηλιγιάννης εἰσῆλθεν εἰς τὰ ἰδιαίτερα γραφεῖα τοῦ Βασιλέως τοῦ κάτω πατώματος καὶ συνεργάσθη μετ' αὐτοῦ. [1203,1403,1333,1506]
article-paragraph: Ἀλλὰ καὶ ἕτερον μέγα γεγονὸς ἀγγέλλουν αἱ ἐφημερίδες. Ἡ ὑπουργικὴ ἀπόφασις τῆς ὁποίας θὰ ἐπεκταθῇ ἡ θλιβερὰ τῶν κομμάτων θὰ ἐκτελεσθῇ. Ὁ κ. Δηλιγιάννης βλέπων τὴν στενοχωρίαν τοῦ Βουλευτηρίου, ἐπέβαλεν εἰς τὸν ἀρχιτέκτονα τοῦ νὰ προσθέσῃ ἀκόμη μίαν σειρὰν τῶν θέσεων εἰς τὰ ἀριστερὰ. Ἀπὸ τὰ ἐναντίον τοῦ κ. Θεοτόκη ἄλλως δὲν εἶνε κατ' ἐπειγόντως ἀπαραίτητον νὰ γίνῃ τοῦτο. Κατὰ τὴν πρόοδον ὁ ὑπουργὸς θὰ μεταβῇ ἐκεῖ μὲ τὴν φαβορίταν αὐτοῦ. [266,2311,489,2534]
article-paragraph: Ὁ κ. Ζαΐμης ἐξελέγη βουλευτὴς διὰ θρασεῖς ἐπιφέρεσιν ἀπὸ τοῦ Ἀρείου Πάγου, ἡ ὁποία ἐκρίνει ἐπ' αὐτοῦ ὡς ἁγνοῦ εἰς τὴν ἐκλογὴν ἐκπροσωπεῖ ἐν ἀτομικῷ σκοπῷ· τοῦτο ἐχρείαζετο, ἀφοῦ ἐκλεγεὶς ἐν Καλαβρύτοις εἰς τὴν ἀντιπρόσωπον κατ' ἐνδεχόμενον ὑπουργόν. [497,1254,723,1387]
ministry-list-item: 9ον) Τῆς Βιομηχανίας, [266,1964,391,1978]
article-paragraph: Αἱ γραμμαὶ αὐταὶ εἶνε ἄσχετοι πρὸς τὰ πολιτικὰ κόμματα. Σχετίζονται μόνον πρὸς τὴν ὕπαρξιν τοῦ Κράτους καὶ τὴν πρόοδον αὐτοῦ. Ἀλλοίμονον, ἐὰν τοὺς ἐπικινδύνους ἀγῶνας χρίσωμεν μὲ τὴν ἰδιότητα τῶν ἐθνικῶν ἡρώων καὶ τῶν ἐθνικῶν μαρτύρων! Ἀλλοίμονον εἰς τὴν χώραν! Οἱ ταραξίαι καὶ οἱ ἀναρχικοὶ δὲν ἔχουν ἰδέας οὔτε ἐμμένουν εἰς τὴν λατρείαν ὡρισμένων προσώπων. Σήμερον ἐπευφημοῦν τὸν Δηλιγιάννην. Αὔριον θὰ ἐπευφημήσουν τὸν Θεοτόκην. Καὶ εἰς τὴν μίαν ὅμως καὶ εἰς τὴν ἄλλην περίστασιν δὲν παύουν νὰ εἶνε διὰ τὸν τόπον ἐπικίνδυνοι καὶ ἐπιβλαβεῖς. [57,1015,257,1333]
article-paragraph: Ὁ κ. Δηλιγιάννης ἀφοῦ ἀπεχώρισε τῶν ἀνακτόρων, ὁ λαὸς τὸν ἐχαιρέτισε μὲ ζητωκραυγάς. [1203,1530,1333,1602]
letters-note: ΟΛΑΙ ΑΙ ΕΠΙΣΤΟΛΑΙ ΑΠΕΥΘΥΝΟΝΤΑΙ ΠΡΟΣ ΤΟΝ ΔΙΕΥΘΥΝΤΗΝ [57,195,345,205]
news-brief: — Διὰ τὴν ἐξηγήσεις τῶν «Βάρσοβων» τὰς πρῶτας. [968,886,1193,916]
article-paragraph: Ἐπέτυχε πλήρως ὅπως ὁ ἐκλογικὸς πόλεμος ὁ ἀπερίγραπτος ἐδόθη ὅτι ὅλη ἡ ἀνθρώπινη τὴν ἀπλανῆ νοημοσύνην τοῦ ἀνθρώπου τοῦ ὑποβαλλομένου εἰς ἀπειλὰς καὶ κατάρας, μὲ τὸν ἐμπαιγμὸν τῆς ἀνδρείας κατὰ τὸ αὐτὸ τὴν ἐπιφάνειαν τῶν ἐναντίων τῆς παρούσης ἀπλῆς ὁδοῦ. [497,1777,723,1909]
verse-line: δηλώνοντες... εἶπε. [523,528,630,542]
article-paragraph: Εἰς τὸν κατορθωμὸν τῆς εἰσαγωγῆς τῆς πολιτικῆς τῶν ρωμηῶν αὐτὴ ἡ μεγάλη καινοτομία τῆς εὐθύνης ὅτι ἡ σημαία ἡ ἐθνικὴ ἔγινε προσωπικὴ. Ἀλλὰ ὁ Δηλιγιαννισμὸς ἐστιν ἡ περίστασις τὴν καθαρότητα τοῦ ἐθνικοῦ συναισθήματος ὁποῖον ἀντικατέστησε διὰ ἐκείνων τῶν σανίδων καὶ τῶν βαρυτόνων ἀοιδῶν. [734,1042,958,1191]
article-paragraph: Ἡ τύπος αὐτοῦ τῆς σημαίας τοῦ ἐχθροῦ τὴν κυβέρνησιν τῆς τάξεως καὶ τῆς βεβαίας ἐξουσίας, ἐν τῷ ὁποίῳ τὸ πρόσωπον ἐπιστροφῆς μετὰ τὴν ἡμέραν, ἡ ὁποία ἔγινε θρίαμβος τῆς τάξεως. [734,834,958,932]
article-paragraph: Ἐνώπιον τοῦ Βασιλέως καὶ τοῦ Σεβ. Μητροπολίτου ὁ κ. Δηλιγιάννης ὑπέγραψε τὸ πρωτόκολλον, τὸ ὁποῖον ἦτο καθ' ὅλα ἐξαιτεῖ ἀπὸ τὸ ὁποῖον συνυπέγραψε καὶ ὁ κ. Ζαΐμης. Μετὰ ταῦτα ὁ κ. Δηλιγιάννης ἔδωκε τὸν νενομισμένον ὅρκον, τὸν ὁποῖον ἀπήγγειλεν ὁ Σεβ. Μητροπολίτης. [1203,714,1333,920]
framed-title: ΤΗΣ ΗΜΕΡΑΣ [286,1378,473,1420]
section-stars: ⁂ [839,937,853,949]
section-kicker-echo-of-elections: ΗΧΩ ΤΩΝ ΕΚΛΟΓΩΝ [543,1396,677,1411]
section-stars: ⁂ [603,768,617,780]
section-finance-ministry: ΕΙΣ ΤΟ ΥΠΟΥΡΓΕΙΟΝ ΤΩΝ ΟΙΚΟΝΟΜΙΚΩΝ [1203,1612,1351,1621]
subscription-note-2: ΤΗΝ 1 ΚΑΙ 16 ΕΚΑΣΤΟΥ ΜΗΝΟΣ ΕΙΝΕ ΔΕ [57,156,353,171]
column-rule [728,388,729,1960]
ministry-list-item: 11ον) Τῶν τεχνῶν καὶ τῆς λαμπρύνας. [266,1998,480,2012]
article-paragraph: Ὡς εἴχομεν προαναγγείλει χθὲς ἐγένετο ἡ ὁρκωμοσία τοῦ νέου ὑπὸ τὸν κ. Δηλιγιάννην ὑπουργείου. Ὁ κ. Παπαδιαμαντόπουλος ὅτε μετέβη εἰς τὴν οἰκίαν τοῦ Βασιλέως ὥρισεν ὡς ὥραν τὴν ὁρκωμοσίαν τὴν 10ην π. μ. ὥραν. Εἰς τὴν ὥραν ἐκείνην ἐκλήθησαν οἱ νέοι ὑπουργοί. [968,1223,1193,1356]
column-4 [734,388,958,1960]
article-paragraph: Ὦ! καὶ τὸ μαρτύριον τοῦ ὁποίου ἡ [497,2337,692,2351]
article-paragraph: Καὶ συναδέλφοι ἐγγὺς τῆς ἐξουσίας πρὸς τὸν ἀφῆ ὑπουργὸν περὶ τῆς ἐκλογῆς ἐκάστῳ κατ' αὐτὴν ἰδίους 600 μετὰ καὶ τῆς ἐκλογῆς. Καὶ τὸ «Σκρὶπ» ἐπὶ τὸν ἀρχιστόν, ὅτι καὶ ἐξέλυσε τῶν ἀτόμων πρὸς τὸν Δήμου ἀκριβῆ ἔνθεν οἱ σῶνται τὸν Δηλιγιάννη, ἐπ' αὐτὸν κατὰ ἐλάττω τὸ ἀποτελέσματα ὅλων ἀνάγει ἐκεῖ τῆς κυβερνήσεως εἰς τὰς ἐκλογάς. [497,1029,723,1196]
quote-line: —«Ἠπατήθη, θὰ σὲ κουρέψω. Τὸ τοῦ κόπου...» [734,1602,958,1633]
manuscripts-note: Τὰ χειρόγραφα δὲν ἀποδίδονται [1082,230,1305,245]
quote-line: —«Ἀληθέστατα!», εἶπε τοῦ παρεχθέντος! [734,1436,958,1467]
news-brief: — Εἰς τὸν «Παρνασσὸν» αἱ ἀπελευθερώσεις τῶν ποιητικῶν. [968,760,1193,789]
column-2 [266,388,489,2569]
article-title-swearing-in: Η ΟΡΚΩΜΟΣΙΑ [990,1084,1182,1120]
ads-note-1: ΑΓΓΕΛΙΑΙ ΚΑΙ ΔΙΑΤΡΙΒΑΙ [1083,131,1304,150]
verse-line: "Εἶμ' ἐγὼ ....... [523,461,603,474]
